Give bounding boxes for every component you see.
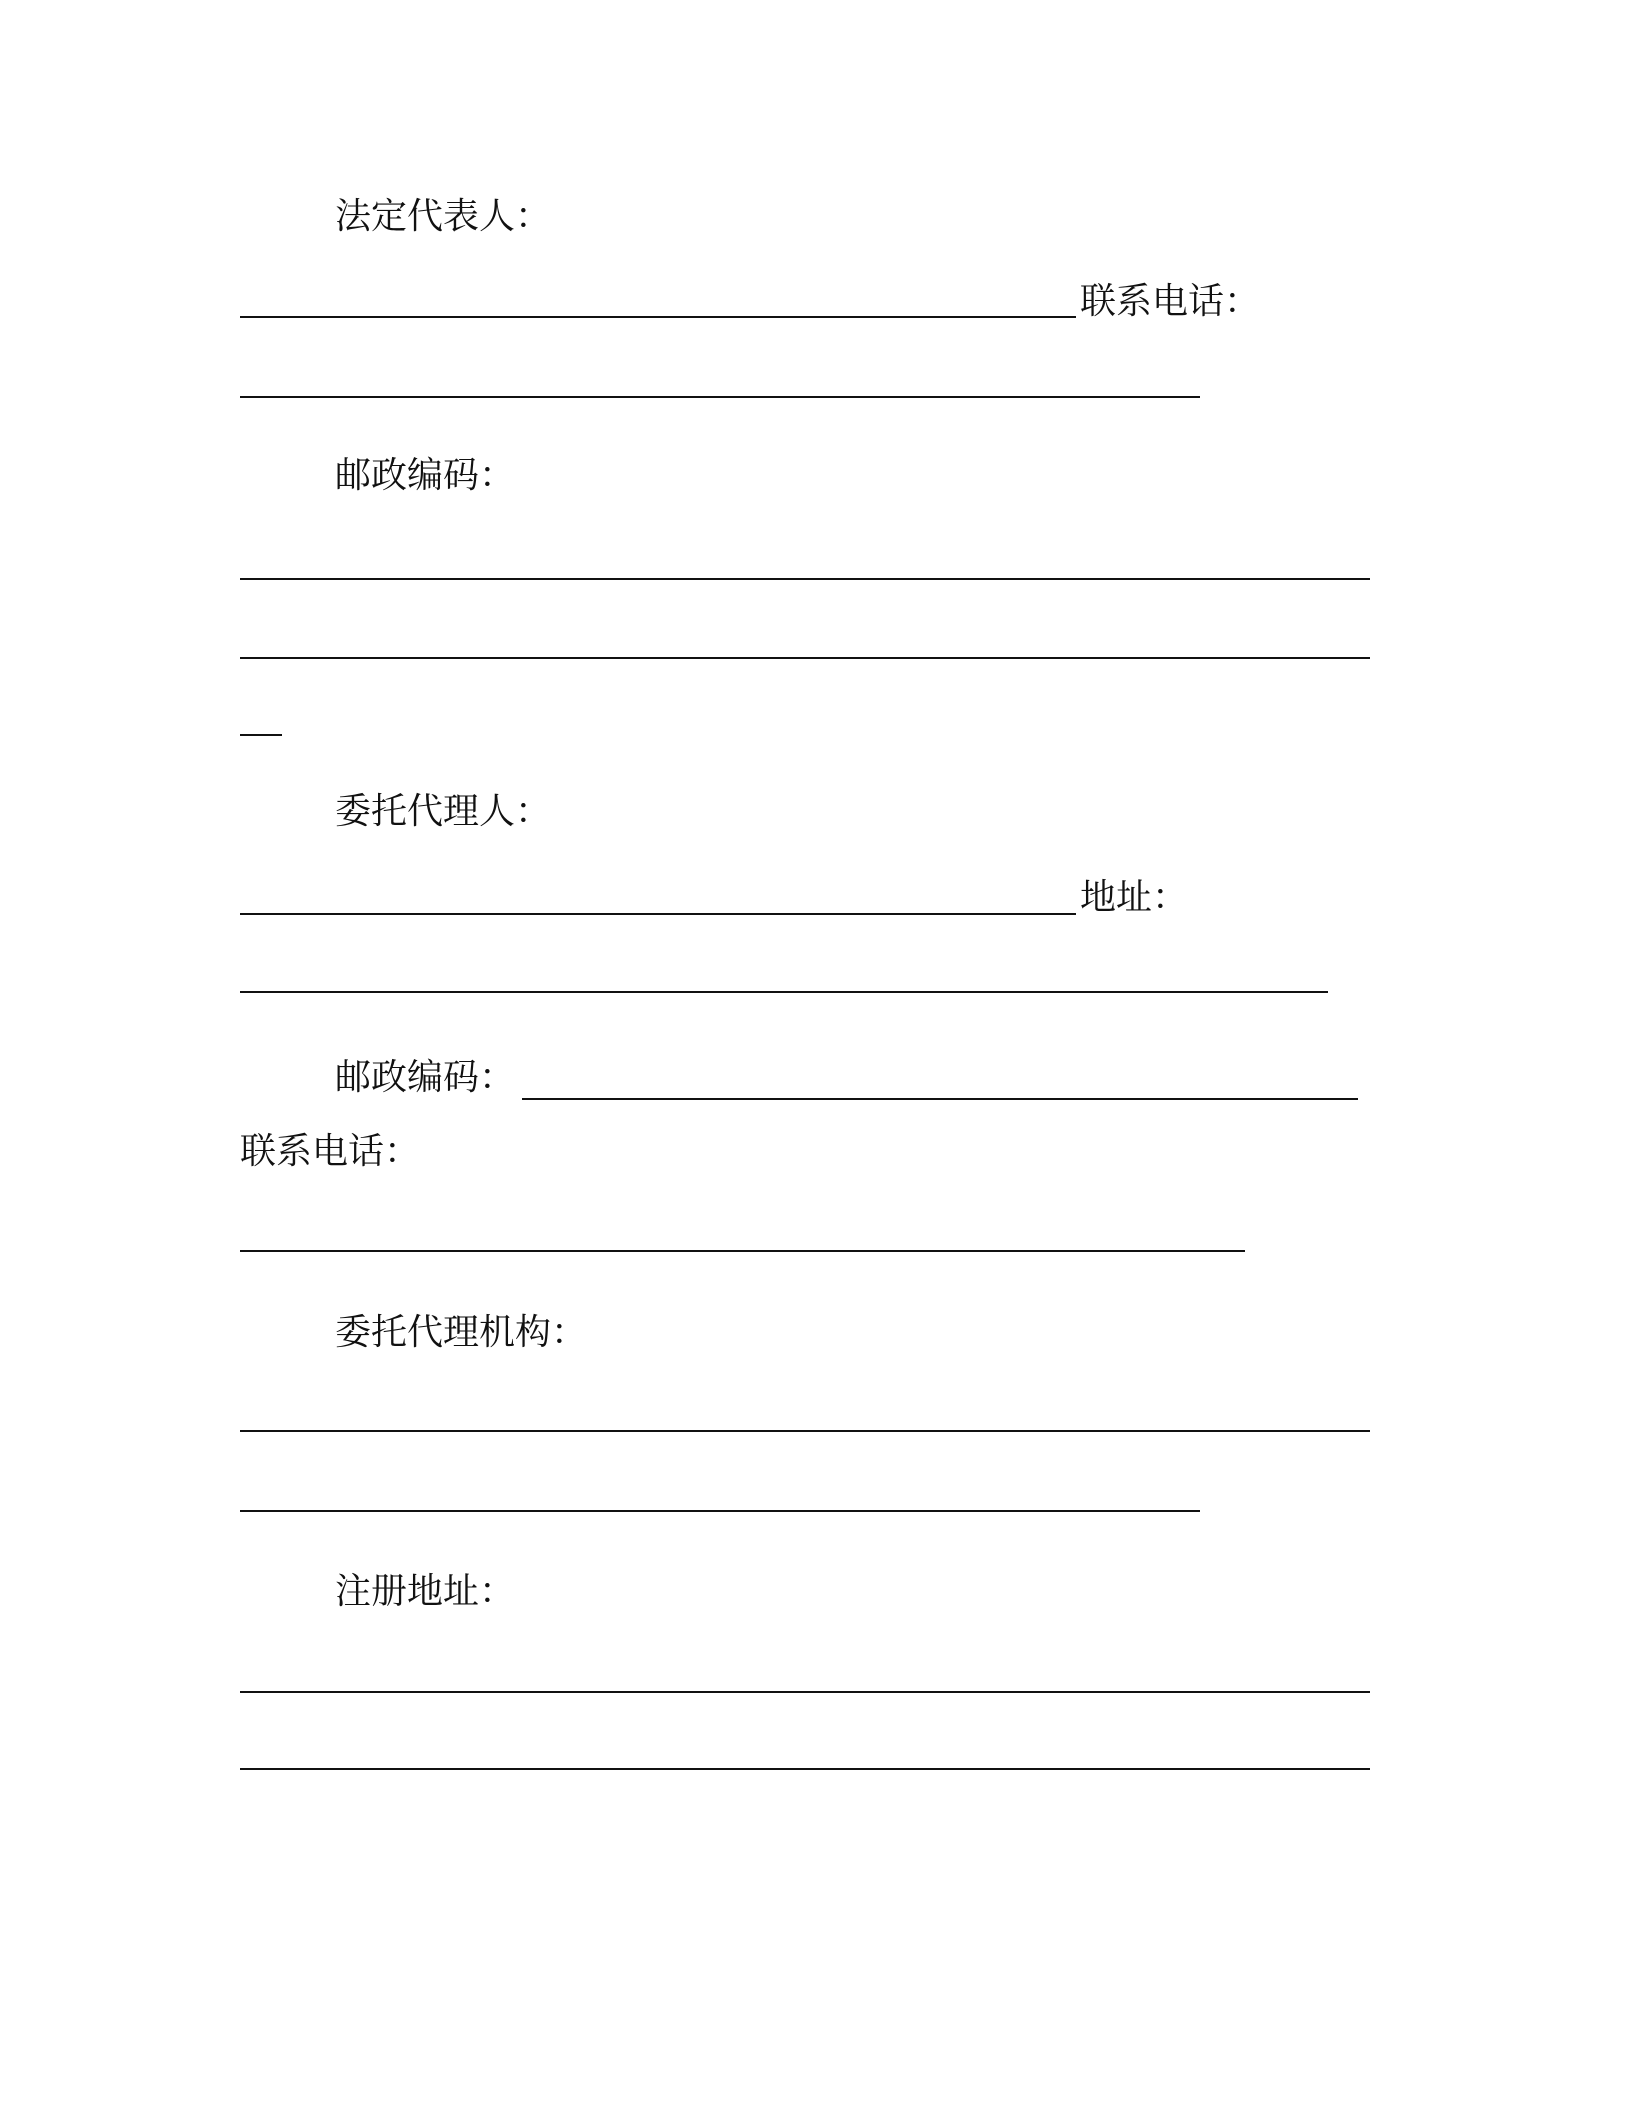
agency-label: 委托代理机构： [335,1312,588,1353]
legal-representative-blank[interactable] [240,316,1076,318]
registered-address-label: 注册地址： [335,1571,516,1612]
agency-blank-a[interactable] [240,1430,1370,1432]
postal-code-label-2: 邮政编码： [335,1057,516,1098]
agency-blank-b[interactable] [240,1510,1200,1512]
registered-address-blank-b[interactable] [240,1768,1370,1770]
address-label: 地址： [1080,877,1189,918]
postal-code-blank-1b[interactable] [240,657,1370,659]
agent-blank[interactable] [240,913,1076,915]
postal-code-blank-2[interactable] [522,1098,1358,1100]
agent-label: 委托代理人： [335,791,552,832]
contact-phone-blank-1[interactable] [240,396,1200,398]
postal-code-label-1: 邮政编码： [335,455,516,496]
contact-phone-label-1: 联系电话： [1080,281,1261,322]
registered-address-blank-a[interactable] [240,1691,1370,1693]
address-blank[interactable] [240,991,1328,993]
postal-code-blank-1c[interactable] [240,734,282,736]
postal-code-blank-1a[interactable] [240,578,1370,580]
legal-representative-label: 法定代表人： [335,196,552,237]
contact-phone-label-2: 联系电话： [240,1131,421,1172]
contact-phone-blank-2[interactable] [240,1250,1245,1252]
